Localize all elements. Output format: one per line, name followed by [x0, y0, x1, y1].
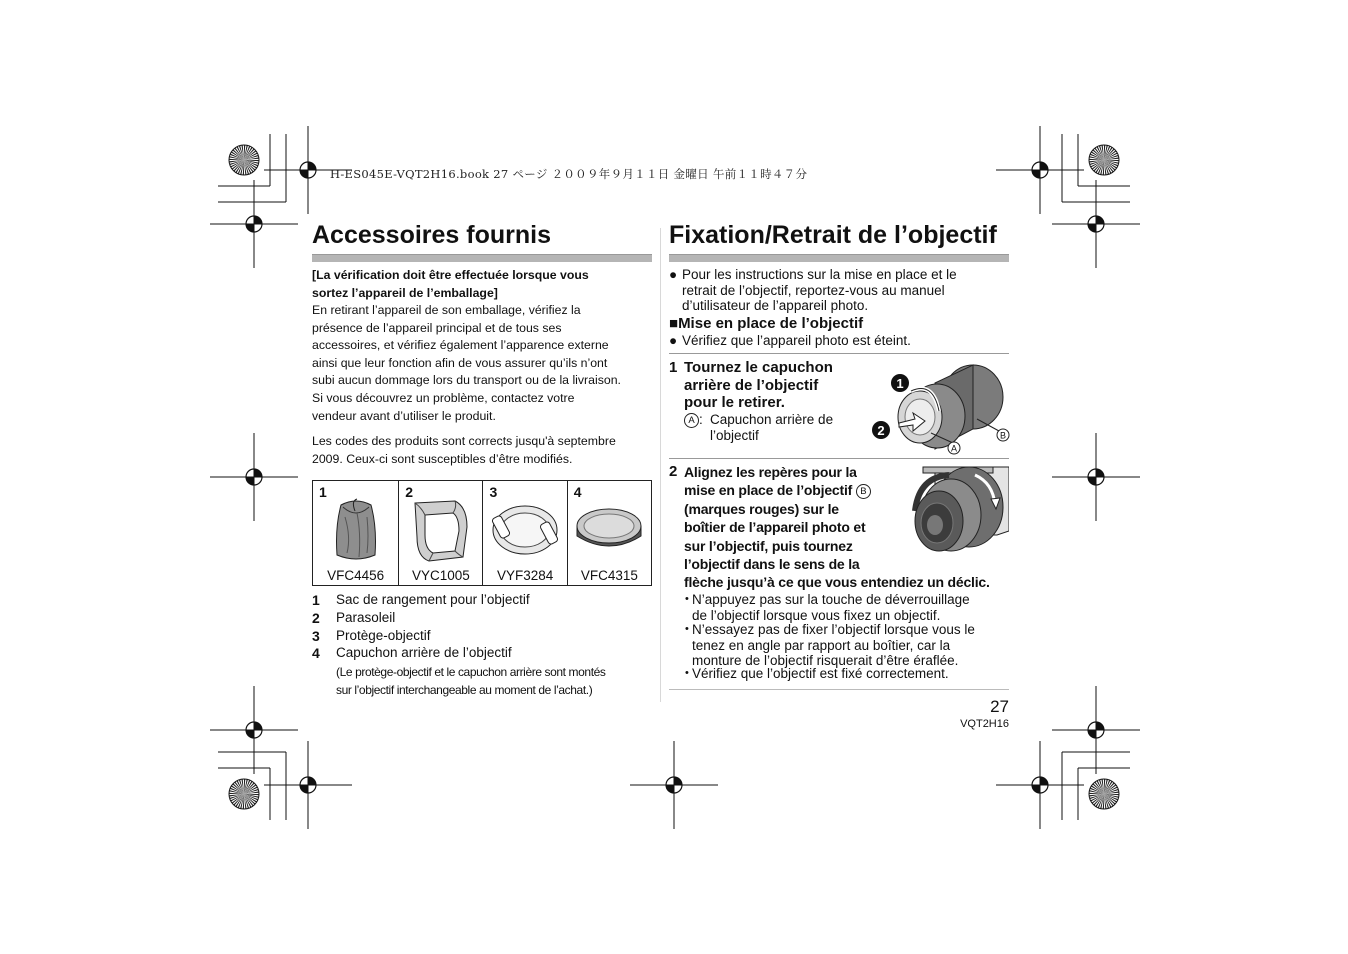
registration-mark-icon — [1052, 686, 1140, 774]
print-header: H-ES045E-VQT2H16.book 27 ページ ２００９年９月１１日 金曜日 午前１１時４７分 — [330, 167, 808, 181]
bullet-item: • N’essayez pas de fixer l’objectif lorsque vous le tenez en angle par rapport au boîtier, car la monture de l’objectif risquerait d’être éraflée. — [685, 622, 975, 668]
divider — [669, 689, 1009, 690]
page-title-lens: Fixation/Retrait de l’objectif — [669, 221, 997, 249]
rear-lens-cap-icon — [568, 495, 651, 565]
footnote: (Le protège-objectif et le capuchon arrière sont montés sur l’objectif interchangeable au moment de l’achat.) — [336, 665, 606, 697]
starburst-target-icon — [227, 143, 261, 177]
svg-text:B: B — [999, 430, 1007, 441]
step-2-text: Alignez les repères pour la mise en place de l’objectif B (marques rouges) sur le boîtier de l’appareil photo et sur l’objectif, puis tournez l’objectif dans le sens de la flèche jusqu’à ce que vous entendiez un déclic. — [684, 464, 990, 591]
lens-hood-icon — [399, 495, 482, 565]
paragraph-inspection: En retirant l’appareil de son emballage, vérifiez la présence de l’appareil principal et de tous ses accessoires, et vérifiez également l’apparence externe ainsi que leur fonction afin de vous assurer qu’ils n’ont subi aucun dommage lors du transport ou de la livraison. Si vous découvrez un problème, contactez votre vendeur avant d’utiliser le produit. — [312, 303, 621, 423]
paragraph-product-codes: Les codes des produits sont corrects jusqu'à septembre 2009. Ceux-ci sont susceptibles d’être modifiés. — [312, 434, 616, 466]
lens-pouch-icon — [313, 495, 398, 565]
registration-mark-icon — [210, 686, 298, 774]
starburst-target-icon — [1087, 143, 1121, 177]
accessory-cell-3: 3 VYF3284 — [483, 481, 567, 586]
step-1-number: 1 — [669, 359, 678, 376]
document-code: VQT2H16 — [960, 718, 1009, 730]
svg-text:2: 2 — [877, 423, 885, 438]
rear-cap-removal-illustration — [865, 361, 1015, 457]
section-title: ■Mise en place de l’objectif — [669, 315, 864, 332]
step-1-label: A : Capuchon arrière de l’objectif — [684, 412, 874, 428]
title-underline — [669, 254, 1009, 262]
column-divider — [660, 228, 661, 702]
label-a-marker: A — [684, 413, 699, 428]
starburst-target-icon — [1087, 777, 1121, 811]
square-bullet-icon: ■ — [669, 315, 679, 332]
svg-text:A: A — [950, 443, 958, 454]
page-title-accessories: Accessoires fournis — [312, 221, 551, 249]
accessories-table — [312, 480, 652, 586]
title-underline — [312, 254, 652, 262]
page-number: 27 — [990, 697, 1009, 716]
registration-mark-icon — [996, 741, 1084, 829]
step-2-number: 2 — [669, 463, 678, 480]
note-bold: [La vérification doit être effectuée lorsque vous sortez l’appareil de l’emballage] — [312, 268, 589, 300]
section-note: ● Vérifiez que l’appareil photo est éteint. — [669, 333, 911, 348]
bullet-item: • Vérifiez que l’objectif est fixé correctement. — [685, 666, 949, 681]
registration-mark-icon — [996, 126, 1084, 214]
intro-bullet: ● Pour les instructions sur la mise en place et le retrait de l’objectif, reportez-vous au manuel d’utilisateur de l’appareil photo. — [669, 267, 957, 313]
registration-mark-icon — [210, 433, 298, 521]
lens-mount-illustration — [905, 465, 1009, 559]
bullet-item: • N’appuyez pas sur la touche de déverrouillage de l’objectif lorsque vous fixez un objectif. — [685, 592, 970, 623]
lens-cap-icon — [483, 495, 566, 565]
registration-mark-icon — [1052, 433, 1140, 521]
divider — [669, 458, 1009, 459]
accessory-cell-1: 1 VFC4456 — [313, 481, 399, 586]
svg-text:1: 1 — [896, 376, 904, 391]
starburst-target-icon — [227, 777, 261, 811]
registration-mark-icon — [1052, 180, 1140, 268]
step-1-text: Tournez le capuchon arrière de l’objectif pour le retirer. — [684, 359, 833, 411]
accessory-cell-2: 2 VYC1005 — [399, 481, 483, 586]
registration-mark-icon — [264, 741, 352, 829]
registration-mark-icon — [630, 741, 718, 829]
registration-mark-icon — [210, 180, 298, 268]
divider — [669, 353, 1009, 354]
accessory-cell-4: 4 VFC4315 — [567, 481, 651, 586]
label-b-marker: B — [856, 484, 871, 499]
